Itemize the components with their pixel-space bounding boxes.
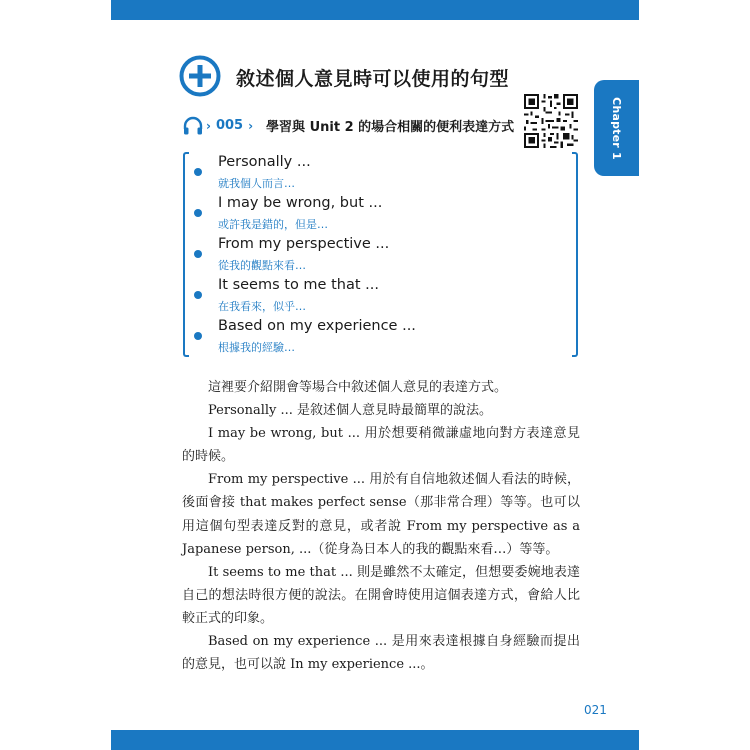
phrase-item — [183, 318, 563, 358]
audio-track-row — [206, 116, 514, 135]
section-title: 敘述個人意見時可以使用的句型 — [236, 68, 510, 90]
paragraph: Personally ... 是敘述個人意見時最簡單的說法。 — [208, 403, 493, 419]
qr-code-icon[interactable] — [524, 94, 578, 148]
paragraph: From my perspective ... 用於有自信地敘述個人看法的時候，後面會接 that makes perfect sense（那非常合理）等等。也可以用這個句型表達反對的意見，或者說 From my perspective as a Japanese person, ...（從身為日本人的我的觀點來看…）等等。 — [182, 472, 580, 557]
paragraph: 這裡要介紹開會等場合中敘述個人意見的表達方式。 — [208, 380, 508, 395]
bullet-dot — [194, 250, 202, 258]
phrase-chinese: 就我個人而言… — [218, 177, 295, 190]
headphone-icon — [182, 115, 204, 137]
chapter-tab — [594, 80, 639, 176]
phrase-english: From my perspective ... — [218, 236, 390, 252]
bullet-dot — [194, 168, 202, 176]
phrase-chinese: 或許我是錯的，但是… — [218, 218, 328, 231]
bracket-right — [572, 152, 578, 357]
top-color-bar — [111, 0, 639, 20]
bullet-dot — [194, 209, 202, 217]
phrase-item — [183, 154, 563, 194]
bullet-dot — [194, 332, 202, 340]
phrase-chinese: 在我看來，似乎… — [218, 300, 306, 313]
phrase-box — [183, 152, 578, 357]
phrase-item — [183, 277, 563, 317]
chevron-right-icon: › — [206, 118, 211, 133]
phrase-english: I may be wrong, but ... — [218, 195, 383, 211]
plus-circle-icon — [179, 55, 221, 97]
paragraph: It seems to me that ... 則是雖然不太確定，但想要委婉地表達自己的想法時很方便的說法。在開會時使用這個表達方式，會給人比較正式的印象。 — [182, 564, 580, 626]
phrase-item — [183, 195, 563, 235]
paragraph: I may be wrong, but ... 用於想要稍微謙虛地向對方表達意見的時候。 — [182, 426, 580, 465]
chapter-tab-label: Chapter 1 — [610, 96, 624, 160]
bullet-dot — [194, 291, 202, 299]
bottom-color-bar — [111, 730, 639, 750]
phrase-english: Personally ... — [218, 154, 311, 170]
track-title: 學習與 Unit 2 的場合相關的便利表達方式 — [266, 120, 515, 135]
phrase-chinese: 根據我的經驗… — [218, 341, 295, 354]
phrase-item — [183, 236, 563, 276]
phrase-english: It seems to me that ... — [218, 277, 379, 293]
phrase-chinese: 從我的觀點來看… — [218, 259, 306, 272]
page-number: 021 — [584, 703, 607, 717]
phrase-english: Based on my experience ... — [218, 318, 416, 334]
paragraph: Based on my experience ... 是用來表達根據自身經驗而提出的意見，也可以說 In my experience ...。 — [182, 634, 580, 673]
track-number: 005 — [215, 118, 244, 133]
chevron-right-icon: › — [248, 118, 254, 133]
body-text — [182, 376, 580, 676]
